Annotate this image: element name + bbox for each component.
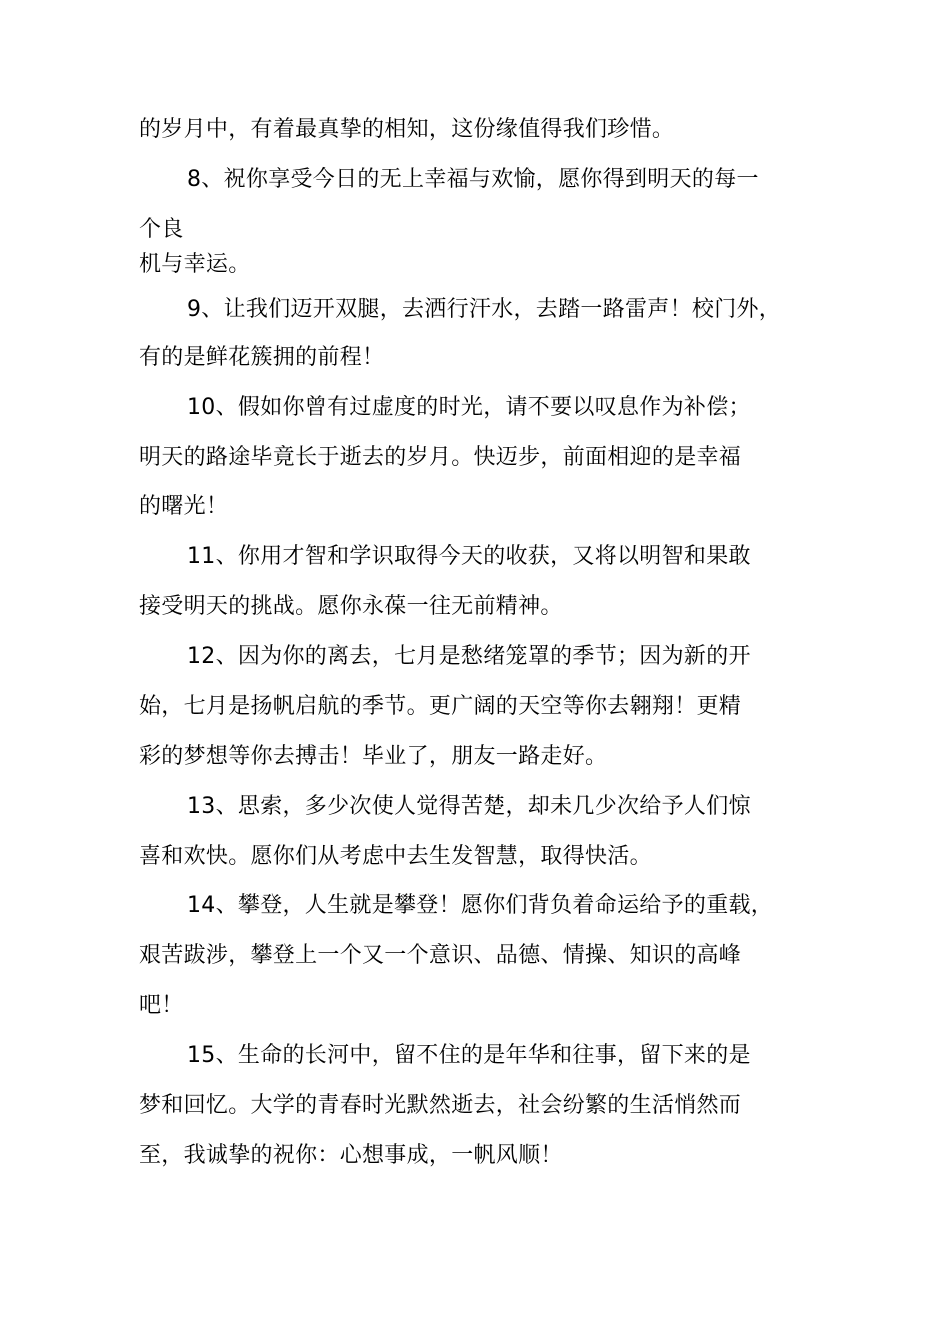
text-line: 机与幸运。	[139, 252, 251, 277]
text-line: 有的是鲜花簇拥的前程！	[139, 345, 385, 370]
text-line: 梦和回忆。大学的青春时光默然逝去，社会纷繁的生活悄然而	[139, 1093, 742, 1118]
text-line: 10、假如你曾有过虚度的时光，请不要以叹息作为补偿；	[187, 395, 751, 420]
text-line: 接受明天的挑战。愿你永葆一往无前精神。	[139, 594, 563, 619]
text-line: 明天的路途毕竟长于逝去的岁月。快迈步，前面相迎的是幸福	[139, 445, 742, 470]
text-line: 喜和欢快。愿你们从考虑中去生发智慧，取得快活。	[139, 844, 652, 869]
text-line: 13、思索，多少次使人觉得苦楚，却未几少次给予人们惊	[187, 794, 751, 819]
text-line: 8、祝你享受今日的无上幸福与欢愉，愿你得到明天的每一	[187, 167, 759, 192]
text-line: 15、生命的长河中，留不住的是年华和往事，留下来的是	[187, 1043, 751, 1068]
text-line: 的岁月中，有着最真挚的相知，这份缘值得我们珍惜。	[139, 117, 675, 142]
text-line: 14、攀登，人生就是攀登！愿你们背负着命运给予的重载，	[187, 893, 774, 918]
text-line: 个良	[139, 217, 184, 242]
text-line: 12、因为你的离去，七月是愁绪笼罩的季节；因为新的开	[187, 644, 751, 669]
text-line: 吧！	[139, 993, 184, 1018]
text-line: 始，七月是扬帆启航的季节。更广阔的天空等你去翱翔！更精	[139, 694, 742, 719]
text-line: 彩的梦想等你去搏击！毕业了，朋友一路走好。	[139, 744, 608, 769]
text-line: 9、让我们迈开双腿，去洒行汗水，去踏一路雷声！校门外，	[187, 297, 782, 322]
text-line: 的曙光！	[139, 494, 229, 519]
text-line: 11、你用才智和学识取得今天的收获，又将以明智和果敢	[187, 544, 751, 569]
text-line: 至，我诚挚的祝你：心想事成，一帆风顺！	[139, 1143, 563, 1168]
text-line: 艰苦跋涉，攀登上一个又一个意识、品德、情操、知识的高峰	[139, 943, 742, 968]
